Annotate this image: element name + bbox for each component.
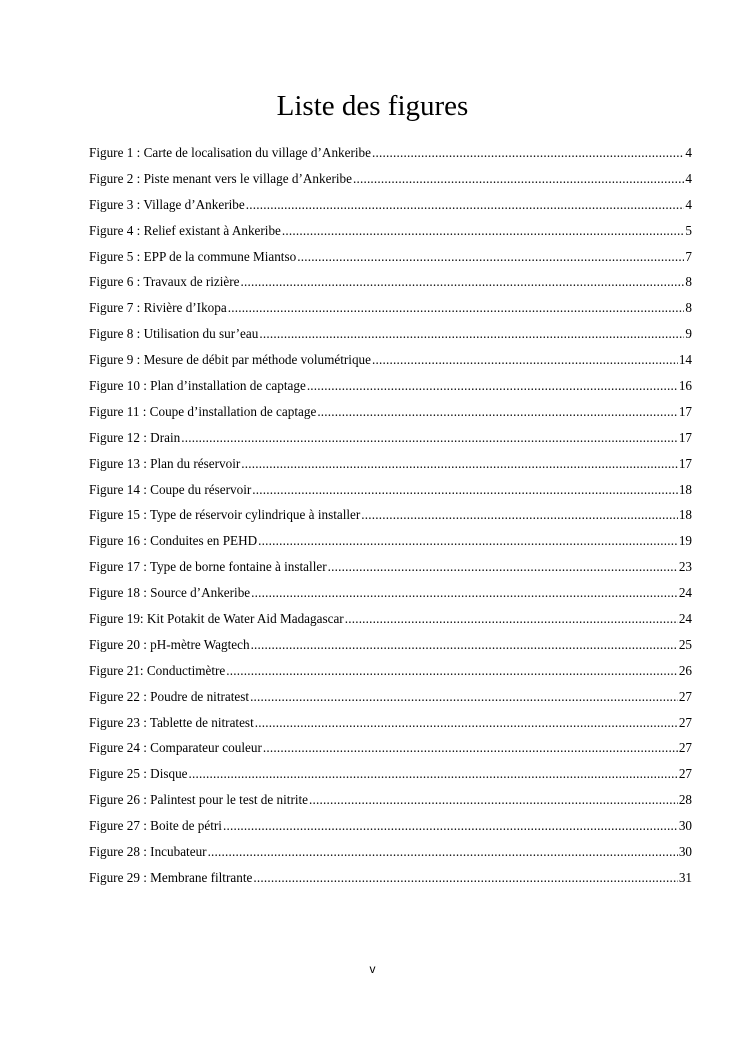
toc-entry-label: Figure 14 : Coupe du réservoir <box>89 481 252 497</box>
dot-leader <box>246 197 685 213</box>
toc-entry-page: 27 <box>678 688 692 704</box>
toc-entry[interactable] <box>89 373 692 399</box>
toc-entry[interactable] <box>89 140 692 166</box>
dot-leader <box>223 818 678 834</box>
toc-entry-page: 27 <box>678 714 692 730</box>
toc-entry[interactable] <box>89 787 692 813</box>
toc-entry-page: 27 <box>678 740 692 756</box>
toc-entry[interactable] <box>89 425 692 451</box>
toc-entry[interactable] <box>89 710 692 736</box>
toc-entry-label: Figure 12 : Drain <box>89 429 181 445</box>
toc-entry-label: Figure 9 : Mesure de débit par méthode volumétrique <box>89 352 371 368</box>
toc-entry[interactable] <box>89 580 692 606</box>
toc-entry-page: 24 <box>678 585 692 601</box>
toc-entry-label: Figure 18 : Source d’Ankeribe <box>89 585 251 601</box>
toc-entry-page: 9 <box>685 326 692 342</box>
dot-leader <box>181 430 678 446</box>
toc-entry-page: 4 <box>685 170 692 186</box>
toc-entry-page: 17 <box>678 429 692 445</box>
toc-entry-label: Figure 26 : Palintest pour le test de nitrite <box>89 792 309 808</box>
toc-entry[interactable] <box>89 658 692 684</box>
toc-entry[interactable] <box>89 166 692 192</box>
toc-entry[interactable] <box>89 321 692 347</box>
toc-entry[interactable] <box>89 735 692 761</box>
dot-leader <box>309 792 678 808</box>
toc-entry[interactable] <box>89 761 692 787</box>
dot-leader <box>228 300 685 316</box>
dot-leader <box>259 326 684 342</box>
toc-entry-label: Figure 13 : Plan du réservoir <box>89 455 241 471</box>
toc-entry-label: Figure 3 : Village d’Ankeribe <box>89 196 245 212</box>
toc-entry-page: 26 <box>678 662 692 678</box>
dot-leader <box>353 171 684 187</box>
dot-leader <box>189 766 678 782</box>
toc-entry-page: 4 <box>685 196 692 212</box>
toc-entry[interactable] <box>89 813 692 839</box>
toc-entry-label: Figure 27 : Boite de pétri <box>89 818 222 834</box>
toc-entry-label: Figure 1 : Carte de localisation du village d’Ankeribe <box>89 144 371 160</box>
dot-leader <box>241 274 685 290</box>
toc-entry-label: Figure 15 : Type de réservoir cylindrique à installer <box>89 507 361 523</box>
toc-entry[interactable] <box>89 192 692 218</box>
dot-leader <box>361 507 678 523</box>
toc-entry-label: Figure 20 : pH-mètre Wagtech <box>89 636 250 652</box>
toc-entry[interactable] <box>89 244 692 270</box>
toc-entry[interactable] <box>89 477 692 503</box>
toc-entry[interactable] <box>89 399 692 425</box>
toc-entry-page: 31 <box>678 869 692 885</box>
toc-entry[interactable] <box>89 684 692 710</box>
dot-leader <box>317 404 678 420</box>
toc-entry-page: 14 <box>678 352 692 368</box>
dot-leader <box>255 715 678 731</box>
toc-entry[interactable] <box>89 606 692 632</box>
toc-entry-label: Figure 6 : Travaux de rizière <box>89 274 240 290</box>
dot-leader <box>297 249 684 265</box>
toc-entry[interactable] <box>89 502 692 528</box>
toc-entry-page: 30 <box>678 818 692 834</box>
dot-leader <box>307 378 678 394</box>
toc-entry-label: Figure 25 : Disque <box>89 766 188 782</box>
toc-entry-label: Figure 5 : EPP de la commune Miantso <box>89 248 297 264</box>
toc-entry[interactable] <box>89 269 692 295</box>
toc-entry-label: Figure 23 : Tablette de nitratest <box>89 714 254 730</box>
dot-leader <box>372 145 684 161</box>
toc-entry-page: 27 <box>678 766 692 782</box>
toc-entry-label: Figure 24 : Comparateur couleur <box>89 740 262 756</box>
toc-entry-label: Figure 7 : Rivière d’Ikopa <box>89 300 227 316</box>
dot-leader <box>226 663 678 679</box>
toc-entry-label: Figure 8 : Utilisation du sur’eau <box>89 326 259 342</box>
toc-entry-page: 18 <box>678 481 692 497</box>
toc-entry-label: Figure 4 : Relief existant à Ankeribe <box>89 222 281 238</box>
dot-leader <box>345 611 678 627</box>
toc-entry-page: 16 <box>678 377 692 393</box>
dot-leader <box>282 223 685 239</box>
dot-leader <box>208 844 678 860</box>
toc-entry-page: 28 <box>678 792 692 808</box>
toc-entry-label: Figure 19: Kit Potakit de Water Aid Madagascar <box>89 610 344 626</box>
toc-entry-page: 5 <box>685 222 692 238</box>
toc-entry-page: 4 <box>685 144 692 160</box>
toc-entry[interactable] <box>89 451 692 477</box>
toc-entry-page: 17 <box>678 455 692 471</box>
toc-entry-label: Figure 11 : Coupe d’installation de captage <box>89 403 317 419</box>
toc-entry[interactable] <box>89 347 692 373</box>
toc-entry-page: 25 <box>678 636 692 652</box>
toc-entry-page: 17 <box>678 403 692 419</box>
dot-leader <box>241 456 678 472</box>
toc-entry-label: Figure 2 : Piste menant vers le village d’Ankeribe <box>89 170 352 186</box>
page-number: v <box>369 962 376 976</box>
toc-entry-page: 19 <box>678 533 692 549</box>
toc-entry-label: Figure 29 : Membrane filtrante <box>89 869 253 885</box>
toc-entry[interactable] <box>89 528 692 554</box>
toc-entry-page: 8 <box>685 300 692 316</box>
toc-entry-page: 7 <box>685 248 692 264</box>
dot-leader <box>253 870 677 886</box>
toc-entry-label: Figure 21: Conductimètre <box>89 662 226 678</box>
toc-entry[interactable] <box>89 632 692 658</box>
dot-leader <box>263 740 678 756</box>
dot-leader <box>372 352 678 368</box>
toc-entry-page: 8 <box>685 274 692 290</box>
dot-leader <box>251 585 678 601</box>
page-title: Liste des figures <box>276 90 469 122</box>
toc-entry[interactable] <box>89 295 692 321</box>
toc-entry[interactable] <box>89 839 692 865</box>
toc-entry[interactable] <box>89 218 692 244</box>
dot-leader <box>258 533 678 549</box>
toc-entry-label: Figure 17 : Type de borne fontaine à installer <box>89 559 327 575</box>
toc-entry-label: Figure 28 : Incubateur <box>89 843 207 859</box>
toc-entry[interactable] <box>89 865 692 891</box>
list-of-figures <box>89 140 692 891</box>
toc-entry-page: 24 <box>678 610 692 626</box>
toc-entry-label: Figure 22 : Poudre de nitratest <box>89 688 250 704</box>
dot-leader <box>250 689 678 705</box>
dot-leader <box>251 637 678 653</box>
toc-entry-page: 23 <box>678 559 692 575</box>
toc-entry-page: 30 <box>678 843 692 859</box>
dot-leader <box>252 482 678 498</box>
toc-entry-page: 18 <box>678 507 692 523</box>
dot-leader <box>328 559 678 575</box>
toc-entry-label: Figure 10 : Plan d’installation de captage <box>89 377 306 393</box>
toc-entry[interactable] <box>89 554 692 580</box>
toc-entry-label: Figure 16 : Conduites en PEHD <box>89 533 258 549</box>
